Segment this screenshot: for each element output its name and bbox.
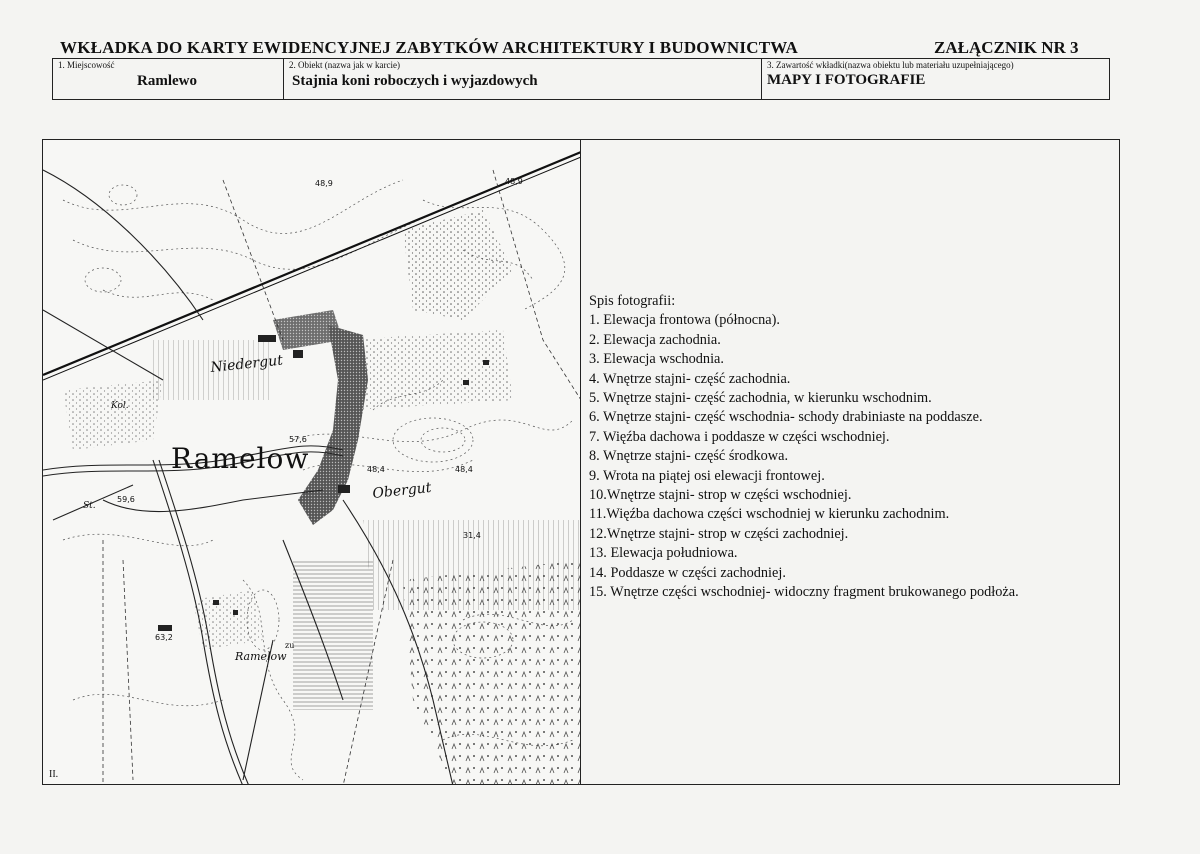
list-item: 12.Wnętrze stajni- strop w części zachodniej. bbox=[589, 525, 849, 542]
elevation-label: 48,4 bbox=[455, 465, 473, 474]
photo-list-heading: Spis fotografii: bbox=[589, 293, 676, 309]
contents-label: 3. Zawartość wkładki(nazwa obiektu lub materiału uzupełniającego) bbox=[767, 60, 1014, 70]
photo-list-items bbox=[589, 311, 1019, 602]
map-label-niedergut: Niedergut bbox=[209, 352, 284, 376]
list-item: 8. Wnętrze stajni- część środkowa. bbox=[589, 448, 789, 465]
map-caption: II. bbox=[49, 769, 59, 780]
map-drawing bbox=[43, 140, 581, 784]
contents-cell bbox=[762, 59, 1109, 99]
map-label-town: Ramelow bbox=[171, 442, 310, 475]
photo-list bbox=[589, 292, 1019, 603]
location-label: 1. Miejscowość bbox=[58, 60, 115, 70]
contents-value: MAPY I FOTOGRAFIE bbox=[767, 72, 926, 88]
elevation-label: 48,9 bbox=[505, 177, 523, 186]
meadow-area bbox=[343, 330, 513, 410]
historic-map bbox=[43, 140, 581, 784]
elevation-label: 48,9 bbox=[315, 179, 333, 188]
forest-area bbox=[403, 560, 581, 784]
list-item: 3. Elewacja wschodnia. bbox=[589, 351, 724, 368]
list-item: 13. Elewacja południowa. bbox=[589, 545, 738, 562]
list-item: 15. Wnętrze części wschodniej- widoczny fragment brukowanego podłoża. bbox=[589, 584, 1019, 601]
list-item: 4. Wnętrze stajni- część zachodnia. bbox=[589, 370, 791, 387]
list-item: 2. Elewacja zachodnia. bbox=[589, 331, 721, 348]
field-area bbox=[293, 560, 373, 710]
elevation-label: 31,4 bbox=[463, 531, 481, 540]
list-item: 7. Więźba dachowa i poddasze w części wschodniej. bbox=[589, 428, 890, 445]
map-label-st: St. bbox=[83, 501, 96, 511]
object-cell bbox=[284, 59, 762, 99]
list-item: 14. Poddasze w części zachodniej. bbox=[589, 564, 786, 581]
map-label-zu: zu bbox=[285, 641, 295, 650]
document-title: WKŁADKA DO KARTY EWIDENCYJNEJ ZABYTKÓW ARCHITEKTURY I BUDOWNICTWA bbox=[60, 38, 799, 57]
list-item: 11.Więźba dachowa części wschodniej w kierunku zachodnim. bbox=[589, 506, 950, 523]
list-item: 9. Wrota na piątej osi elewacji frontowej. bbox=[589, 467, 825, 484]
elevation-label: 59,6 bbox=[117, 495, 135, 504]
map-label-kol: Kol. bbox=[111, 401, 129, 411]
list-item: 1. Elewacja frontowa (północna). bbox=[589, 312, 780, 329]
map-label-obergut: Obergut bbox=[371, 479, 433, 502]
object-value: Stajnia koni roboczych i wyjazdowych bbox=[292, 73, 538, 89]
roads bbox=[43, 170, 453, 784]
elevation-label: 57,6 bbox=[289, 435, 307, 444]
location-value: Ramlewo bbox=[137, 73, 197, 89]
info-table bbox=[52, 58, 1110, 100]
elevation-label: 48,4 bbox=[367, 465, 385, 474]
content-frame bbox=[42, 139, 1120, 785]
list-item: 10.Wnętrze stajni- strop w części wschodniej. bbox=[589, 487, 852, 504]
elevation-label: 63,2 bbox=[155, 633, 173, 642]
photo-list-panel bbox=[581, 140, 1119, 784]
object-label: 2. Obiekt (nazwa jak w karcie) bbox=[289, 60, 400, 70]
meadow-area bbox=[403, 210, 513, 320]
meadow-area bbox=[63, 380, 163, 450]
list-item: 6. Wnętrze stajni- część wschodnia- schody drabiniaste na poddasze. bbox=[589, 409, 983, 426]
annex-number: ZAŁĄCZNIK NR 3 bbox=[934, 38, 1079, 57]
map-label-ramelow-small: Ramelow bbox=[235, 650, 287, 663]
village-area bbox=[298, 325, 368, 525]
location-cell bbox=[53, 59, 284, 99]
list-item: 5. Wnętrze stajni- część zachodnia, w kierunku wschodnim. bbox=[589, 390, 932, 407]
